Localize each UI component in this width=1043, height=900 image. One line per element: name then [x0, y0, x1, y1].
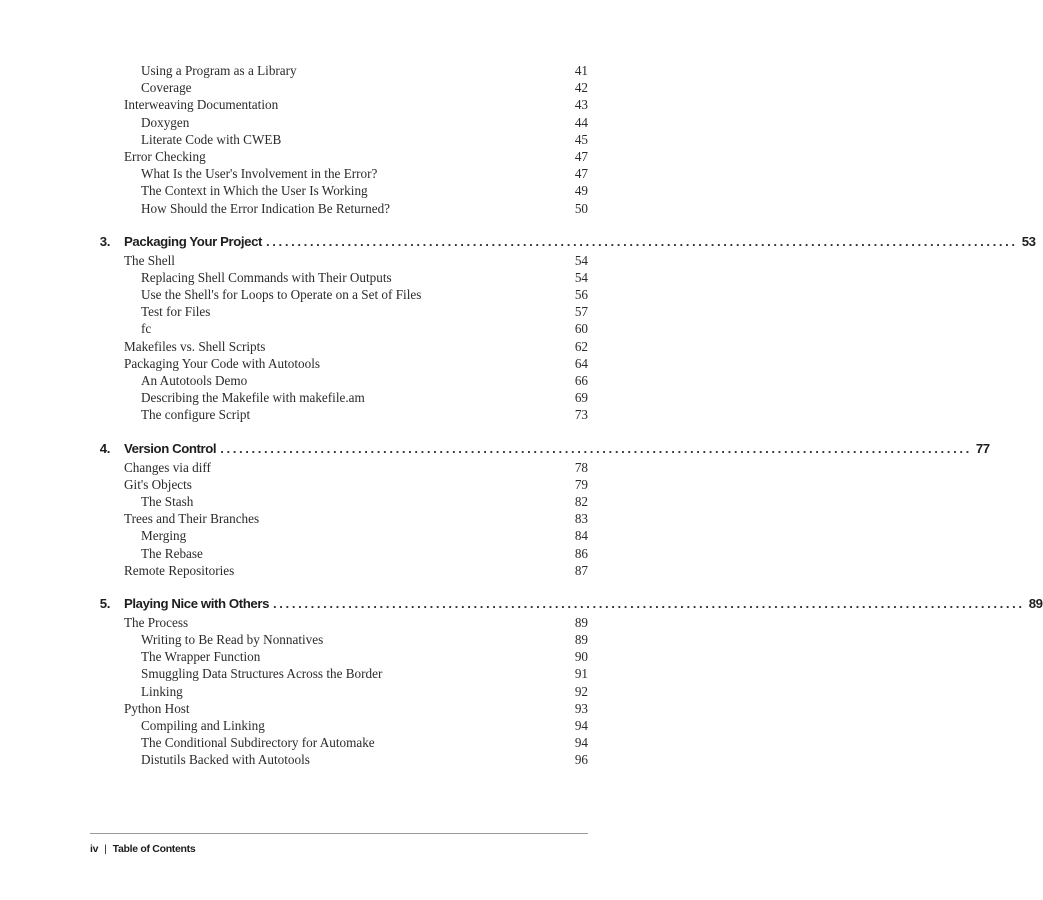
toc-section[interactable]: [0, 355, 660, 372]
toc-entry-page: 50: [574, 200, 588, 216]
toc-entry-title: Replacing Shell Commands with Their Outputs: [141, 269, 392, 285]
toc-subsection[interactable]: [0, 303, 660, 320]
chapter-block: [0, 232, 1036, 424]
toc-entry-page: 78: [574, 459, 588, 475]
toc-entry-page: 49: [574, 183, 588, 199]
toc-entry-page: 94: [574, 735, 588, 751]
toc-entry-page: 96: [574, 752, 588, 768]
toc-entry-title: Changes via diff: [124, 459, 211, 475]
toc-entry-page: 86: [574, 545, 588, 561]
toc-subsection[interactable]: [0, 527, 660, 544]
toc-subsection[interactable]: [0, 131, 660, 148]
toc-subsection[interactable]: [0, 286, 660, 303]
toc-subsection[interactable]: [0, 389, 660, 406]
toc-entry-page: 54: [574, 252, 588, 268]
toc-entry-title: Distutils Backed with Autotools: [141, 752, 310, 768]
toc-entry-page: 90: [574, 649, 588, 665]
toc-entry-title: Test for Files: [141, 304, 211, 320]
toc-entry-page: 60: [574, 321, 588, 337]
toc-entry-title: Linking: [141, 683, 183, 699]
toc-subsection[interactable]: [0, 182, 660, 199]
toc-entry-page: 57: [574, 304, 588, 320]
toc-entry-page: 82: [574, 493, 588, 509]
toc-section[interactable]: [0, 148, 660, 165]
toc-entry-page: 87: [574, 562, 588, 578]
toc-section[interactable]: [0, 476, 660, 493]
toc-entry-title: Use the Shell's for Loops to Operate on a Set of Files: [141, 287, 422, 303]
toc-entry-title: Makefiles vs. Shell Scripts: [124, 338, 266, 354]
toc-entry-page: 42: [574, 80, 588, 96]
toc-entry-title: Describing the Makefile with makefile.am: [141, 390, 365, 406]
chapter-heading[interactable]: [0, 439, 990, 459]
toc-section[interactable]: [0, 562, 660, 579]
footer-separator: |: [104, 843, 107, 855]
chapter-page: 89: [1028, 595, 1043, 611]
toc-entry-title: Remote Repositories: [124, 562, 235, 578]
toc-entry-title: Literate Code with CWEB: [141, 131, 282, 147]
toc-subsection[interactable]: [0, 406, 660, 423]
chapter-heading[interactable]: [0, 232, 1036, 252]
toc-entry-title: Trees and Their Branches: [124, 511, 260, 527]
toc-entry-title: The Conditional Subdirectory for Automake: [141, 735, 375, 751]
toc-entry-title: The Context in Which the User Is Working: [141, 183, 368, 199]
chapter-page: 53: [1021, 233, 1036, 249]
toc-section[interactable]: [0, 96, 660, 113]
toc-section[interactable]: [0, 338, 660, 355]
toc-entry-page: 79: [574, 476, 588, 492]
toc-entry-title: Compiling and Linking: [141, 718, 265, 733]
footer-section-title: Table of Contents: [112, 843, 196, 855]
toc-subsection[interactable]: [0, 165, 660, 182]
chapter-number: 3.: [99, 233, 110, 249]
toc-entry-page: 54: [574, 269, 588, 285]
toc-entry-title: An Autotools Demo: [141, 373, 248, 388]
toc-entry-page: 43: [574, 97, 588, 113]
dot-leader: ........................................................................................................................: [273, 595, 1025, 611]
chapter-number: 5.: [99, 595, 110, 611]
toc-entry-page: 47: [574, 166, 588, 182]
toc-section[interactable]: [0, 700, 660, 717]
toc-section[interactable]: [0, 510, 660, 527]
toc-entry-page: 89: [574, 614, 588, 630]
toc-entry-page: 64: [574, 355, 588, 371]
toc-entry-page: 83: [574, 511, 588, 527]
chapter-title: Packaging Your Project: [124, 233, 263, 249]
toc-entry-title: Merging: [141, 528, 187, 544]
toc-subsection[interactable]: [0, 648, 660, 665]
toc-entry-page: 94: [574, 718, 588, 733]
toc-subsection[interactable]: [0, 631, 660, 648]
toc-subsection[interactable]: [0, 751, 660, 768]
toc-subsection[interactable]: [0, 683, 660, 700]
toc-entry-title: Python Host: [124, 700, 190, 716]
footer-page-number: iv: [90, 843, 99, 855]
toc-entry-title: Git's Objects: [124, 476, 192, 492]
toc-subsection[interactable]: [0, 200, 660, 217]
footer-rule: [90, 833, 588, 834]
toc-entry-page: 92: [574, 683, 588, 699]
page-footer: [90, 838, 195, 860]
toc-entry-page: 84: [574, 528, 588, 544]
toc-entry-title: Using a Program as a Library: [141, 63, 297, 78]
toc-entry-page: 93: [574, 700, 588, 716]
toc-entry-title: Coverage: [141, 80, 192, 96]
toc-section[interactable]: [0, 614, 660, 631]
toc-entry-title: Error Checking: [124, 148, 206, 164]
dot-leader: ........................................................................................................................: [220, 440, 972, 456]
toc-entry-page: 66: [574, 373, 588, 388]
toc-subsection[interactable]: [0, 269, 660, 286]
toc-entry-page: 91: [574, 666, 588, 682]
chapter-heading[interactable]: [0, 594, 1043, 614]
toc-entry-title: Interweaving Documentation: [124, 97, 279, 113]
toc-subsection[interactable]: [0, 114, 660, 131]
toc-subsection[interactable]: [0, 493, 660, 510]
toc-entry-title: Doxygen: [141, 114, 190, 130]
toc-section[interactable]: [0, 459, 660, 476]
toc-entry-page: 62: [574, 338, 588, 354]
toc-entry-page: 56: [574, 287, 588, 303]
toc-subsection[interactable]: [0, 717, 660, 734]
toc-entry-title: Writing to Be Read by Nonnatives: [141, 632, 324, 648]
chapter-block: [0, 594, 1043, 769]
toc-entry-page: 69: [574, 390, 588, 406]
toc-entry-title: How Should the Error Indication Be Returned?: [141, 200, 391, 216]
toc-subsection[interactable]: [0, 734, 660, 751]
toc-subsection[interactable]: [0, 665, 660, 682]
chapters: [0, 232, 1043, 769]
toc-entry-page: 41: [574, 63, 588, 78]
toc-entry-title: The Wrapper Function: [141, 649, 261, 665]
toc-section[interactable]: [0, 252, 660, 269]
toc-entry-title: Smuggling Data Structures Across the Border: [141, 666, 383, 682]
toc-entry-title: The Rebase: [141, 545, 203, 561]
header-entries: [0, 62, 660, 217]
toc-entry-title: What Is the User's Involvement in the Error?: [141, 166, 378, 182]
toc-entry-page: 45: [574, 131, 588, 147]
dot-leader: ........................................................................................................................: [266, 233, 1018, 249]
toc-subsection[interactable]: [0, 372, 660, 389]
toc-entry-title: The Process: [124, 614, 189, 630]
table-of-contents: [0, 62, 1043, 769]
toc-subsection[interactable]: [0, 545, 660, 562]
toc-entry-title: The Shell: [124, 252, 175, 268]
toc-entry-page: 47: [574, 148, 588, 164]
chapter-number: 4.: [99, 440, 110, 456]
chapter-block: [0, 439, 990, 579]
toc-entry-page: 73: [574, 407, 588, 423]
toc-entry-title: fc: [141, 321, 152, 337]
chapter-page: 77: [975, 440, 990, 456]
chapter-title: Version Control: [124, 440, 217, 456]
toc-entry-page: 44: [574, 114, 588, 130]
toc-subsection[interactable]: [0, 320, 660, 337]
toc-entry-title: The Stash: [141, 493, 194, 509]
toc-entry-title: Packaging Your Code with Autotools: [124, 355, 320, 371]
chapter-title: Playing Nice with Others: [124, 595, 270, 611]
toc-subsection[interactable]: [0, 79, 660, 96]
toc-entry-page: 89: [574, 632, 588, 648]
toc-subsection[interactable]: [0, 62, 660, 79]
toc-entry-title: The configure Script: [141, 407, 251, 423]
